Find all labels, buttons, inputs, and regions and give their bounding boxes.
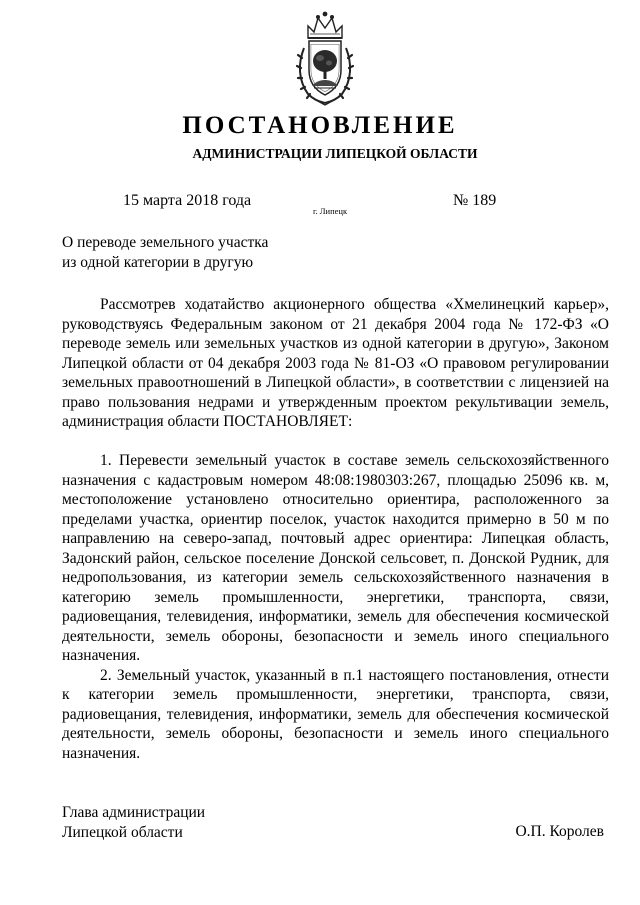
document-date: 15 марта 2018 года xyxy=(123,192,252,209)
signatory-name: О.П. Королев xyxy=(515,823,604,840)
item-2-paragraph: 2. Земельный участок, указанный в п.1 настоящего постановления, отнести к категории земель промышленности, энергетики, транспорта, связи, радиовещания, телевидения, информатики, земель для обеспечения космической деятельности, земель обороны, безопасности и земель иного специального назначения. xyxy=(62,666,609,762)
subject-line-2: из одной категории в другую xyxy=(62,254,254,271)
signatory-position xyxy=(62,803,205,842)
issuing-authority: АДМИНИСТРАЦИИ ЛИПЕЦКОЙ ОБЛАСТИ xyxy=(192,146,478,161)
document-city: г. Липецк xyxy=(313,206,348,216)
coat-of-arms-icon xyxy=(294,8,356,108)
document-body xyxy=(62,295,609,763)
signatory-position-line-1: Глава администрации xyxy=(62,804,206,821)
document-subject xyxy=(62,233,268,273)
subject-line-1: О переводе земельного участка xyxy=(62,234,269,251)
preamble-paragraph: Рассмотрев ходатайство акционерного общества «Хмелинецкий карьер», руководствуясь Федеральным законом от 21 декабря 2004 года № 172-ФЗ «О переводе земель или земельных участков из одной категории в другую», Законом Липецкой области от 04 декабря 2003 года № 81-ОЗ «О правовом регулировании земельных правоотношений в Липецкой области», в соответствии с лицензией на право пользования недрами и утвержденным проектом рекультивации земель, администрация области ПОСТАНОВЛЯЕТ: xyxy=(62,296,609,430)
item-1-paragraph: 1. Перевести земельный участок в составе земель сельскохозяйственного назначения с кадастровым номером 48:08:1980303:267, площадью 25096 кв. м, местоположение установлено относительно ориентира, расположенного за пределами участка, ориентир поселок, участок находится примерно в 50 м по направлению на северо-запад, почтовый адрес ориентира: Липецкая область, Задонский район, сельское поселение Донской сельсовет, п. Донской Рудник, для недропользования, из категории земель сельскохозяйственного назначения в категорию земель промышленности, энергетики, транспорта, связи, радиовещания, телевидения, информатики, земель для обеспечения космической деятельности, земель обороны, безопасности и земель иного специального назначения. xyxy=(62,452,609,664)
document-number: № 189 xyxy=(453,192,497,209)
signatory-position-line-2: Липецкой области xyxy=(62,823,183,841)
document-title: ПОСТАНОВЛЕНИЕ xyxy=(182,112,458,139)
